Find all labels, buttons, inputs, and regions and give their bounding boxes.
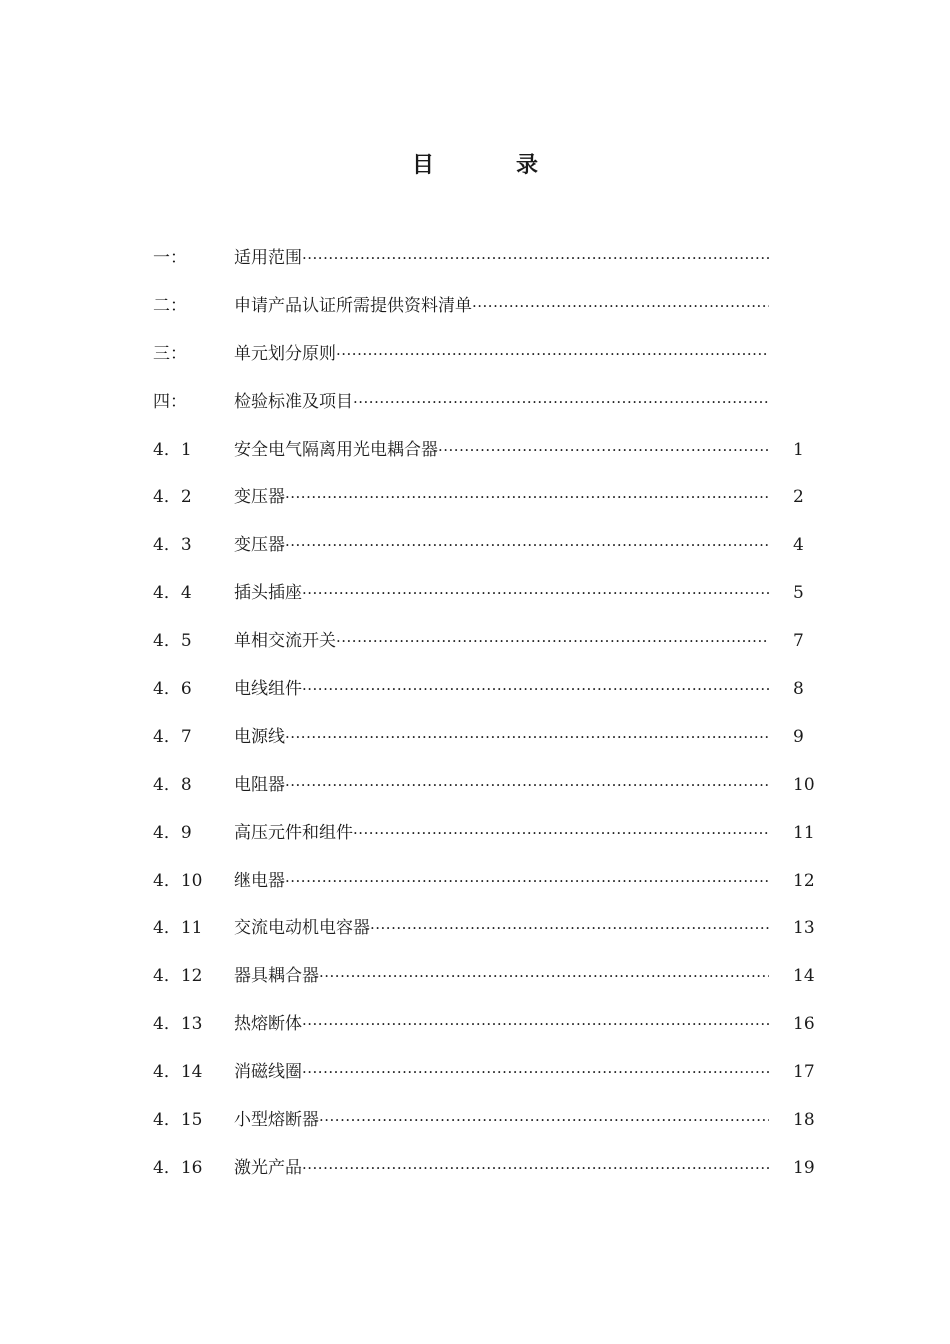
toc-entry-number: 4．2 bbox=[153, 487, 192, 508]
dot-leader bbox=[302, 1050, 769, 1094]
toc-entry-label: 电线组件 bbox=[234, 679, 302, 700]
toc-entry-page-number: 8 bbox=[793, 679, 804, 700]
toc-entry-number: 4．16 bbox=[153, 1157, 203, 1178]
toc-entry-number: 4．14 bbox=[153, 1062, 203, 1083]
toc-entry-number: 4．11 bbox=[153, 918, 203, 939]
toc-entry-number: 三： bbox=[153, 343, 187, 364]
toc-entry-label: 单相交流开关 bbox=[234, 631, 336, 652]
toc-entry-title-line bbox=[234, 523, 769, 567]
dot-leader bbox=[472, 284, 769, 328]
toc-entry-number: 4．15 bbox=[153, 1110, 203, 1131]
dot-leader bbox=[302, 236, 769, 280]
toc-entry-page-number: 18 bbox=[793, 1110, 815, 1131]
toc-entry[interactable] bbox=[153, 906, 823, 954]
toc-entry-label: 变压器 bbox=[234, 487, 285, 508]
toc-entry[interactable] bbox=[153, 619, 823, 667]
toc-entry-label: 检验标准及项目 bbox=[234, 391, 353, 412]
toc-entry-title-line bbox=[234, 284, 769, 328]
toc-entry-title-line bbox=[234, 667, 769, 711]
toc-entry-page-number: 16 bbox=[793, 1014, 815, 1035]
dot-leader bbox=[285, 523, 769, 567]
toc-entry-label: 申请产品认证所需提供资料清单 bbox=[234, 295, 472, 316]
toc-entry-label: 高压元件和组件 bbox=[234, 822, 353, 843]
toc-entry-label: 单元划分原则 bbox=[234, 343, 336, 364]
toc-entry-title-line bbox=[234, 859, 769, 903]
toc-entry-label: 交流电动机电容器 bbox=[234, 918, 370, 939]
toc-entry-label: 变压器 bbox=[234, 535, 285, 556]
toc-entry-label: 继电器 bbox=[234, 870, 285, 891]
toc-entry-label: 器具耦合器 bbox=[234, 966, 319, 987]
toc-entry-number: 4．9 bbox=[153, 822, 192, 843]
toc-entry[interactable] bbox=[153, 1002, 823, 1050]
toc-entry-number: 4．8 bbox=[153, 774, 192, 795]
toc-entry-number: 4．3 bbox=[153, 535, 192, 556]
toc-entry[interactable] bbox=[153, 380, 823, 428]
dot-leader bbox=[319, 1098, 769, 1142]
toc-entry-number: 四： bbox=[153, 391, 187, 412]
toc-entry[interactable] bbox=[153, 332, 823, 380]
toc-entry[interactable] bbox=[153, 1146, 823, 1194]
dot-leader bbox=[438, 428, 769, 472]
toc-entry-page-number: 14 bbox=[793, 966, 815, 987]
toc-entry-label: 插头插座 bbox=[234, 583, 302, 604]
dot-leader bbox=[302, 1002, 769, 1046]
toc-entry-page-number: 2 bbox=[793, 487, 804, 508]
toc-entry-page-number: 13 bbox=[793, 918, 815, 939]
dot-leader bbox=[336, 619, 769, 663]
toc-entry-label: 电阻器 bbox=[234, 774, 285, 795]
toc-entry-label: 热熔断体 bbox=[234, 1014, 302, 1035]
dot-leader bbox=[353, 811, 769, 855]
toc-entry-title-line bbox=[234, 763, 769, 807]
dot-leader bbox=[285, 475, 769, 519]
dot-leader bbox=[285, 763, 769, 807]
toc-entry-number: 4．4 bbox=[153, 583, 192, 604]
toc-entry-label: 电源线 bbox=[234, 726, 285, 747]
toc-entry-title-line bbox=[234, 1050, 769, 1094]
toc-entry-title-line bbox=[234, 1098, 769, 1142]
toc-entry[interactable] bbox=[153, 763, 823, 811]
toc-entry-title-line bbox=[234, 236, 769, 280]
toc-entry-title-line bbox=[234, 428, 769, 472]
toc-entry-page-number: 10 bbox=[793, 774, 815, 795]
toc-entry[interactable] bbox=[153, 236, 823, 284]
toc-entry[interactable] bbox=[153, 523, 823, 571]
toc-entry-label: 安全电气隔离用光电耦合器 bbox=[234, 439, 438, 460]
toc-entry[interactable] bbox=[153, 954, 823, 1002]
toc-entry-page-number: 5 bbox=[793, 583, 804, 604]
toc-entry[interactable] bbox=[153, 1098, 823, 1146]
toc-entry-number: 4．5 bbox=[153, 631, 192, 652]
dot-leader bbox=[285, 859, 769, 903]
toc-entry-title-line bbox=[234, 380, 769, 424]
toc-entry[interactable] bbox=[153, 811, 823, 859]
toc-entry-title-line bbox=[234, 571, 769, 615]
toc-entry-title-line bbox=[234, 619, 769, 663]
toc-entry-title-line bbox=[234, 954, 769, 998]
toc-entry-number: 二： bbox=[153, 295, 187, 316]
toc-entry-number: 4．1 bbox=[153, 439, 192, 460]
toc-entry-title-line bbox=[234, 475, 769, 519]
toc-entry-title-line bbox=[234, 715, 769, 759]
toc-entry-page-number: 11 bbox=[793, 822, 815, 843]
dot-leader bbox=[302, 1146, 769, 1190]
toc-entry-label: 激光产品 bbox=[234, 1157, 302, 1178]
toc-entry-number: 一： bbox=[153, 248, 187, 268]
toc-entry-number: 4．6 bbox=[153, 679, 192, 700]
dot-leader bbox=[336, 332, 769, 376]
toc-entry-number: 4．7 bbox=[153, 726, 192, 747]
toc-entry-label: 消磁线圈 bbox=[234, 1062, 302, 1083]
toc-entry-title-line bbox=[234, 1002, 769, 1046]
toc-entry-page-number: 19 bbox=[793, 1157, 815, 1178]
dot-leader bbox=[302, 667, 769, 711]
toc-entry-page-number: 7 bbox=[793, 631, 804, 652]
toc-entry-title-line bbox=[234, 332, 769, 376]
toc-entry-title-line bbox=[234, 811, 769, 855]
toc-entry-page-number: 4 bbox=[793, 535, 804, 556]
toc-entry[interactable] bbox=[153, 571, 823, 619]
toc-entry-page-number: 9 bbox=[793, 726, 804, 747]
toc-entry-number: 4．10 bbox=[153, 870, 203, 891]
toc-entry-page-number: 17 bbox=[793, 1062, 815, 1083]
toc-entry[interactable] bbox=[153, 667, 823, 715]
dot-leader bbox=[285, 715, 769, 759]
table-of-contents bbox=[153, 236, 823, 1194]
toc-entry[interactable] bbox=[153, 428, 823, 476]
toc-entry-label: 适用范围 bbox=[234, 248, 302, 268]
dot-leader bbox=[353, 380, 769, 424]
dot-leader bbox=[319, 954, 769, 998]
toc-entry[interactable] bbox=[153, 284, 823, 332]
toc-entry-title-line bbox=[234, 1146, 769, 1190]
dot-leader bbox=[370, 906, 769, 950]
toc-entry-title-line bbox=[234, 906, 769, 950]
toc-entry-number: 4．12 bbox=[153, 966, 203, 987]
toc-entry[interactable] bbox=[153, 859, 823, 907]
toc-entry[interactable] bbox=[153, 475, 823, 523]
toc-entry[interactable] bbox=[153, 1050, 823, 1098]
page-title: 目 录 bbox=[411, 152, 568, 178]
toc-entry-number: 4．13 bbox=[153, 1014, 203, 1035]
toc-entry[interactable] bbox=[153, 715, 823, 763]
toc-entry-label: 小型熔断器 bbox=[234, 1110, 319, 1131]
toc-entry-page-number: 12 bbox=[793, 870, 815, 891]
dot-leader bbox=[302, 571, 769, 615]
toc-entry-page-number: 1 bbox=[793, 439, 804, 460]
